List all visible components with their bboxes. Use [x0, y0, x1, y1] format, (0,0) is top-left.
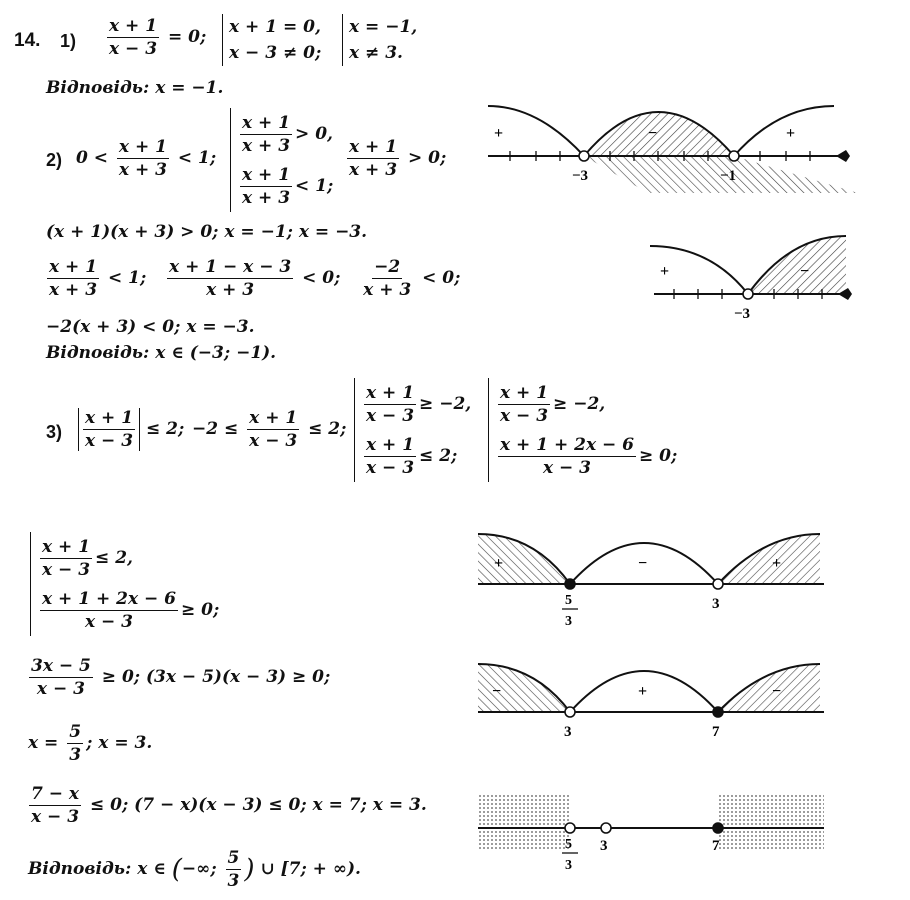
p3-line-d: [26, 656, 330, 699]
p1-eq: = 0;: [167, 27, 207, 47]
g2-right-sign: −: [800, 263, 810, 280]
p3-c2-den: x − 3: [84, 612, 134, 632]
p1-answer-value: x = −1.: [155, 78, 224, 98]
p2-line2: (x + 1)(x + 3) > 0; x = −1; x = −3.: [46, 222, 368, 242]
p3-b1-rel: ≥ −2,: [553, 394, 606, 414]
p3-line-e: [28, 722, 152, 765]
p2-l3c-num: −2: [374, 257, 401, 277]
p3-e-num: 5: [69, 722, 82, 742]
p3-mid-rel: ≤ 2;: [308, 419, 347, 439]
p2-l3a-rel: < 1;: [107, 268, 147, 288]
p1-system-b: [342, 14, 417, 66]
p2-system: [230, 108, 333, 212]
p2-inequality: [76, 137, 216, 180]
g5-point-2: [601, 823, 611, 833]
p3-line-f: [26, 784, 427, 827]
p2-r-num: x + 1: [349, 137, 398, 157]
part-2-label: 2): [46, 150, 63, 170]
p3-f-den: x − 3: [31, 807, 80, 827]
g1-point-1: [579, 151, 589, 161]
p3-a1-num: x + 1: [366, 383, 415, 403]
problem-number: 14.: [14, 30, 41, 51]
sign-graph-5: [474, 790, 834, 880]
g2-point-1: [743, 289, 753, 299]
g4-hatch-right: [718, 664, 820, 712]
p3-mid-num: x + 1: [249, 408, 298, 428]
p3-m2: −2 ≤: [192, 419, 239, 439]
g1-arc-right: [734, 106, 834, 156]
p3-mid-den: x − 3: [249, 431, 298, 451]
p3-b1-den: x − 3: [500, 406, 549, 426]
p3-ans-inf: −∞;: [181, 859, 217, 879]
g3-hatch-left: [478, 534, 570, 584]
p1-equation: [104, 16, 206, 59]
p3-f-num: 7 − x: [31, 784, 80, 804]
p2-l3c-rel: < 0;: [422, 268, 461, 288]
p3-b2-den: x − 3: [542, 458, 592, 478]
g1-mid-sign: −: [648, 125, 658, 142]
p2-s1-den: x + 3: [242, 136, 291, 156]
p3-c1-den: x − 3: [42, 560, 91, 580]
g2-hatch: [748, 236, 846, 294]
p2-result: [344, 137, 446, 180]
sign-graph-2: [650, 232, 860, 322]
p3-f-rest: (7 − x)(x − 3) ≤ 0; x = 7; x = 3.: [134, 795, 427, 815]
g3-hatch-right: [718, 534, 820, 584]
p2-line3: [44, 257, 460, 300]
p2-l3a-num: x + 1: [49, 257, 98, 277]
p3-abs-rel: ≤ 2;: [145, 419, 185, 439]
p3-double-ineq: [192, 408, 346, 451]
p3-a2-rel: ≤ 2;: [419, 446, 458, 466]
p2-s2-den: x + 3: [242, 188, 291, 208]
g3-left-sign: +: [494, 555, 504, 572]
p2-s1-num: x + 1: [242, 113, 291, 133]
p3-abs-num: x + 1: [85, 408, 134, 428]
p2-l3b-num: x + 1 − x − 3: [169, 257, 292, 277]
p2-den: x + 3: [118, 160, 167, 180]
p3-system-a: [354, 378, 471, 482]
p1-numerator: x + 1: [109, 16, 158, 36]
sign-graph-3: [474, 532, 834, 642]
p2-s1-rel: > 0,: [295, 124, 333, 144]
p3-c1-num: x + 1: [42, 537, 91, 557]
p1-sys-b1: x = −1,: [349, 17, 418, 37]
g4-point-2: [713, 707, 723, 717]
p3-b2-num: x + 1 + 2x − 6: [500, 435, 634, 455]
g5-point-3: [713, 823, 723, 833]
p2-r-rel: > 0;: [407, 148, 447, 168]
g5-label-2: 3: [600, 838, 608, 854]
g3-point-2: [713, 579, 723, 589]
g5-point-1: [565, 823, 575, 833]
g3-right-sign: +: [772, 555, 782, 572]
p1-answer-label: Відповідь:: [46, 78, 150, 98]
p3-answer: Відповідь: x ∈ (−∞; $\frac{5}{3}$ ) ∪ [7; + ∞).: [28, 848, 361, 891]
p3-b2-rel: ≥ 0;: [639, 446, 678, 466]
p3-d-rel: ≥ 0;: [101, 667, 141, 687]
p3-c1-rel: ≤ 2,: [95, 548, 133, 568]
p2-l3b-den: x + 3: [206, 280, 255, 300]
g1-point-2: [729, 151, 739, 161]
p2-s2-num: x + 1: [242, 165, 291, 185]
p3-e-den: 3: [69, 745, 82, 765]
g4-point-1: [565, 707, 575, 717]
p2-s2-rel: < 1;: [295, 176, 334, 196]
g4-mid-sign: +: [638, 683, 648, 700]
g5-shade-left: [478, 794, 570, 850]
p2-num: x + 1: [118, 137, 167, 157]
p3-c2-rel: ≥ 0;: [181, 600, 220, 620]
p1-denominator: x − 3: [109, 39, 158, 59]
p1-answer: [46, 78, 223, 98]
p3-abs-ineq: [78, 408, 184, 451]
g3-point-1: [565, 579, 575, 589]
p3-ans-post: ∪ [7; + ∞).: [260, 859, 361, 879]
p1-system-a: [222, 14, 321, 66]
g5-label-1-den: 3: [565, 858, 572, 873]
p2-line4: −2(x + 3) < 0; x = −3.: [46, 317, 255, 337]
p3-c2-num: x + 1 + 2x − 6: [42, 589, 176, 609]
p3-ans-den: 3: [227, 871, 240, 891]
g4-label-1: 3: [564, 724, 572, 740]
g4-right-sign: −: [772, 683, 782, 700]
p3-e-rest: ; x = 3.: [86, 733, 153, 753]
p2-r-den: x + 3: [349, 160, 398, 180]
p2-answer-value: x ∈ (−3; −1).: [155, 343, 277, 363]
p3-system-c: [30, 532, 219, 636]
p3-d-rest: (3x − 5)(x − 3) ≥ 0;: [146, 667, 331, 687]
g5-label-3: 7: [712, 838, 720, 854]
p3-d-den: x − 3: [36, 679, 85, 699]
p3-ans-pre: x ∈: [137, 859, 166, 879]
g1-arrow: [836, 150, 850, 162]
p3-ans-num: 5: [227, 848, 240, 868]
g3-label-1-num: 5: [565, 593, 572, 608]
p2-l3c-den: x + 3: [363, 280, 412, 300]
p3-a2-den: x − 3: [366, 458, 415, 478]
part-1-label: 1): [60, 31, 77, 51]
part-3-label: 3): [46, 422, 63, 442]
p1-sys-b2: x ≠ 3.: [349, 43, 403, 63]
g4-label-2: 7: [712, 724, 720, 740]
sign-graph-4: [474, 660, 834, 744]
p3-abs-den: x − 3: [85, 431, 134, 451]
p2-l3a-den: x + 3: [49, 280, 98, 300]
p3-d-num: 3x − 5: [31, 656, 91, 676]
g3-mid-sign: −: [638, 555, 648, 572]
p3-answer-label: Відповідь:: [28, 859, 132, 879]
p1-sys-a1: x + 1 = 0,: [229, 17, 321, 37]
g3-label-2: 3: [712, 596, 720, 612]
sign-graph-1: [488, 98, 858, 198]
g1-label-1: −3: [572, 168, 589, 184]
p3-a1-rel: ≥ −2,: [419, 394, 472, 414]
g2-label-1: −3: [734, 306, 751, 322]
p3-f-rel: ≤ 0;: [89, 795, 129, 815]
p3-b1-num: x + 1: [500, 383, 549, 403]
g5-label-1-num: 5: [565, 837, 572, 852]
g1-right-sign: +: [786, 125, 796, 142]
p2-answer: [46, 343, 276, 363]
p3-system-b: [488, 378, 677, 482]
p3-e-pre: x =: [28, 733, 59, 753]
p3-a2-num: x + 1: [366, 435, 415, 455]
p2-zero-lt: 0 <: [76, 148, 108, 168]
p1-sys-a2: x − 3 ≠ 0;: [229, 43, 322, 63]
g2-left-sign: +: [660, 263, 670, 280]
g1-label-2: −1: [720, 168, 737, 184]
p2-l3b-rel: < 0;: [302, 268, 341, 288]
p2-lt1: < 1;: [177, 148, 217, 168]
g3-label-1-den: 3: [565, 614, 572, 629]
g4-left-sign: −: [492, 683, 502, 700]
p3-a1-den: x − 3: [366, 406, 415, 426]
g5-shade-right: [718, 794, 824, 850]
g1-left-sign: +: [494, 125, 504, 142]
p2-answer-label: Відповідь:: [46, 343, 150, 363]
